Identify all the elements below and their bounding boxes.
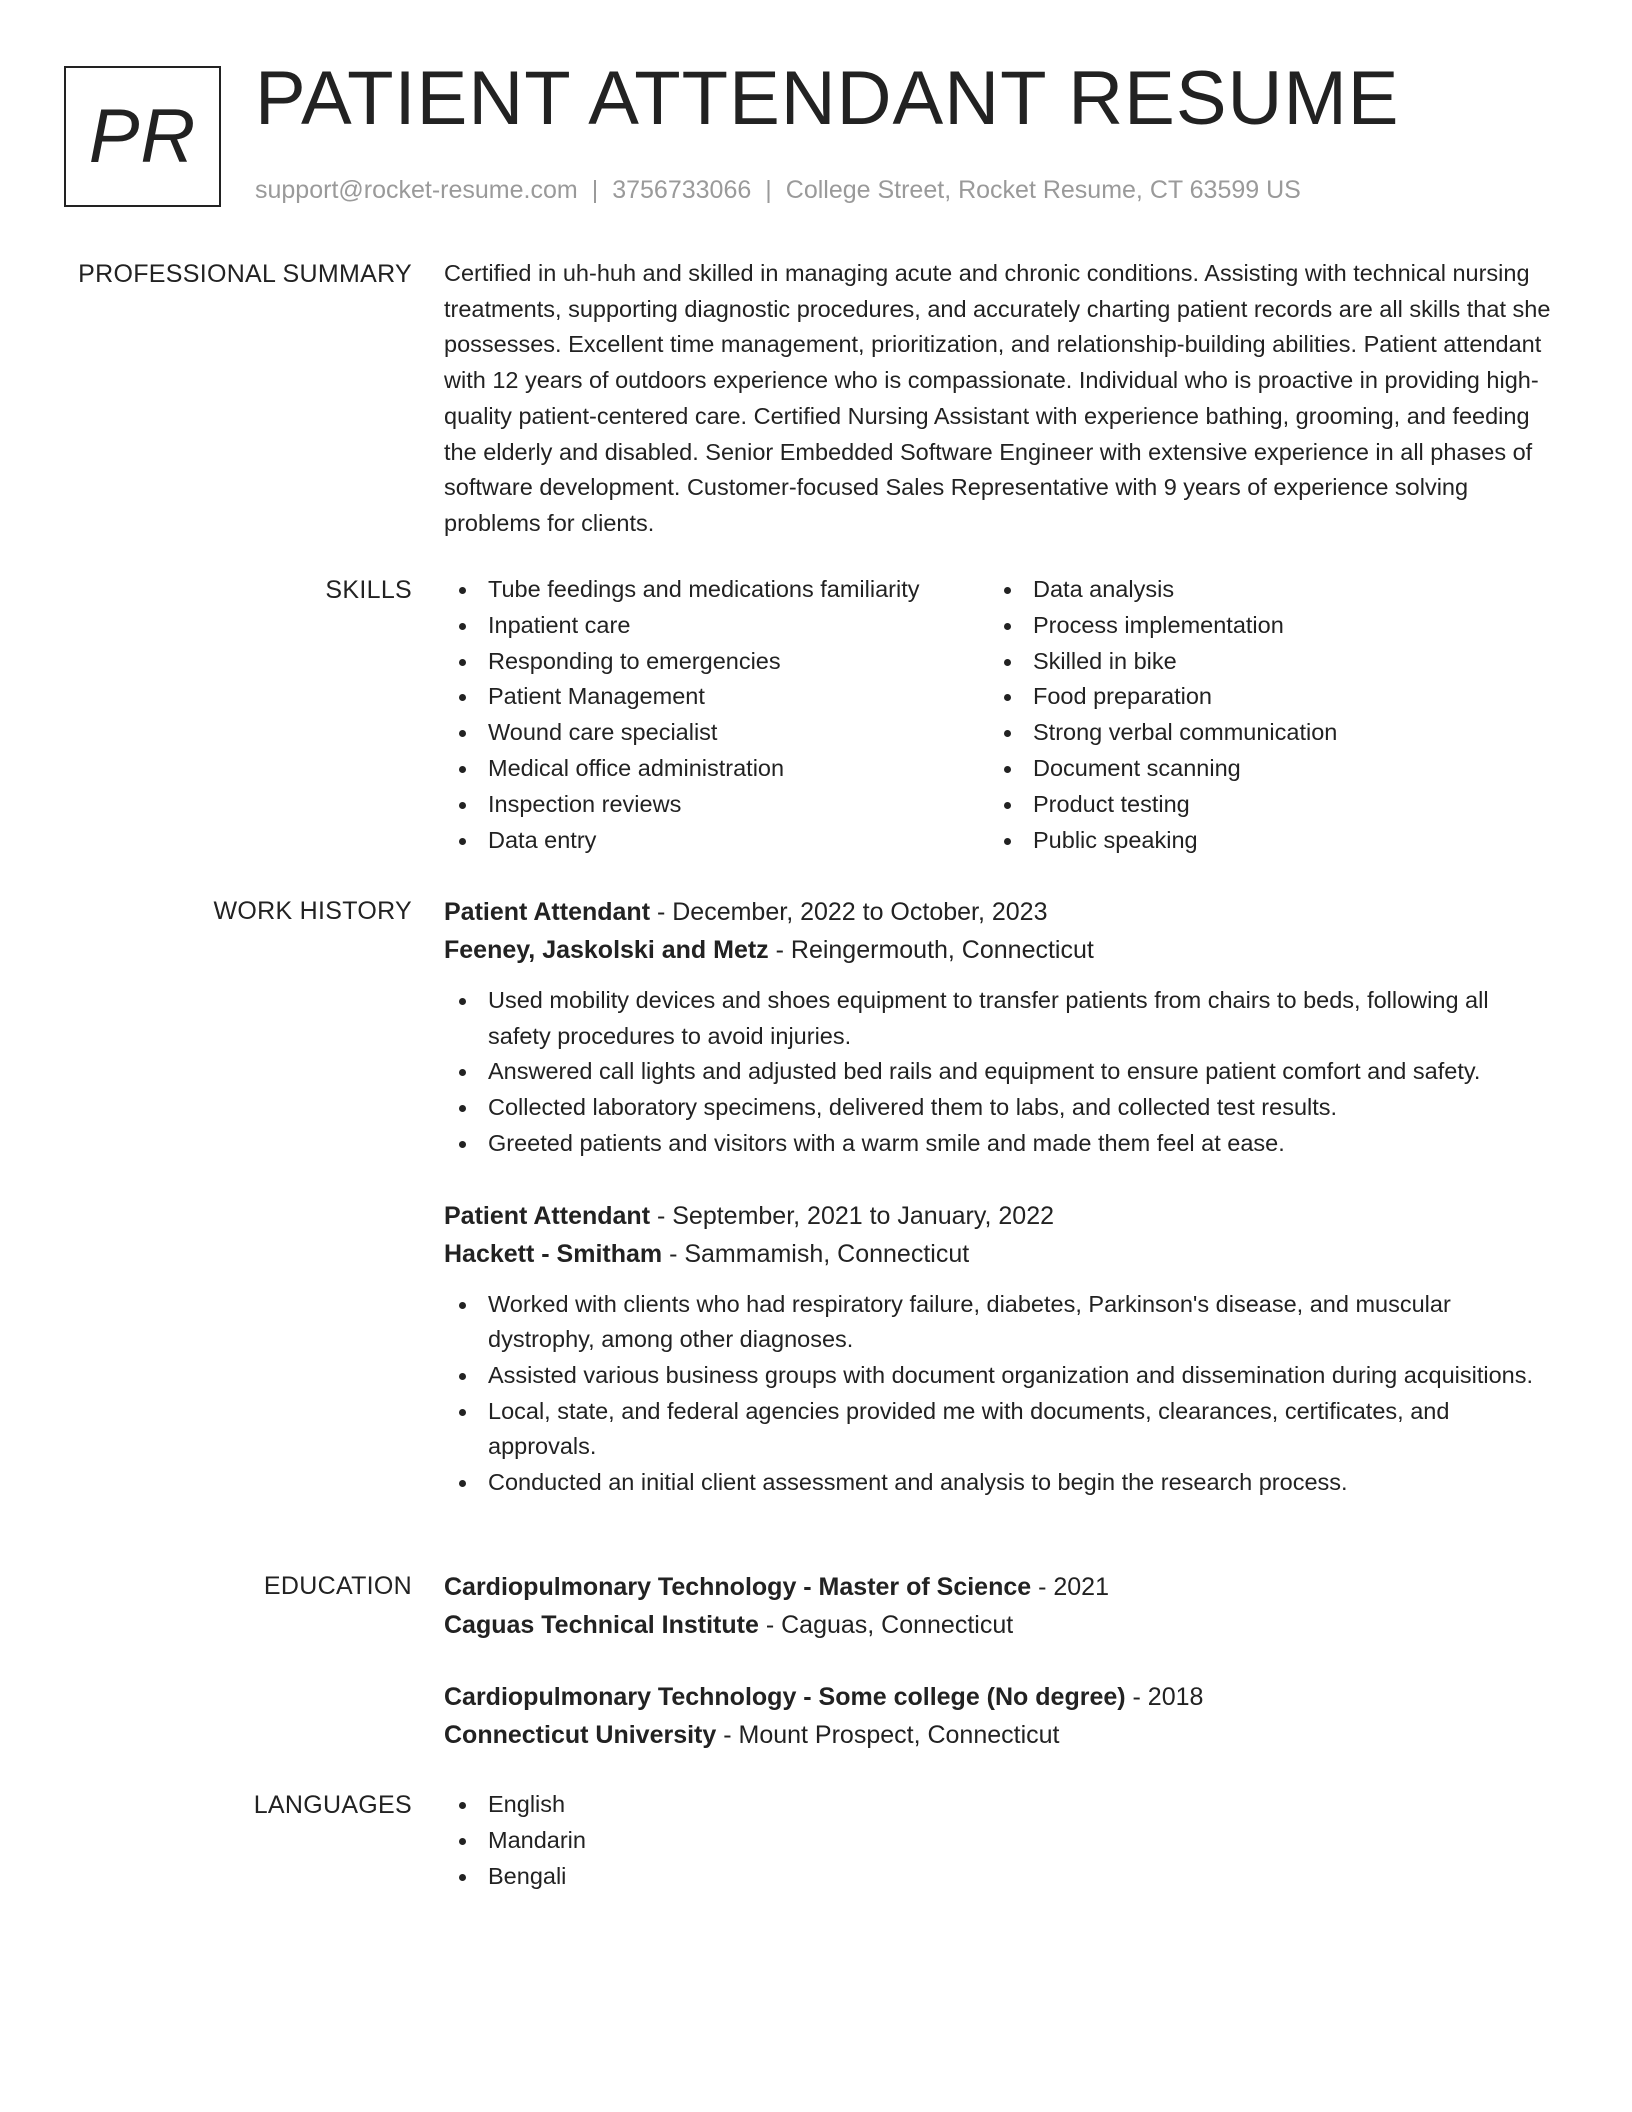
job-duty: Local, state, and federal agencies provided me with documents, clearances, certificates, and approvals.	[444, 1394, 1554, 1465]
contact-separator: |	[765, 176, 772, 204]
skill-item: Public speaking	[989, 823, 1534, 859]
skill-item: Inpatient care	[444, 608, 989, 644]
skill-item: Medical office administration	[444, 751, 989, 787]
job-location: - Reingermouth, Connecticut	[768, 936, 1094, 964]
skills-list-left	[444, 572, 989, 858]
job-dates: - September, 2021 to January, 2022	[650, 1201, 1054, 1230]
skill-item: Strong verbal communication	[989, 715, 1534, 751]
school-line	[444, 1606, 1554, 1644]
summary-body	[444, 256, 1554, 542]
resume-title: PATIENT ATTENDANT RESUME	[255, 56, 1400, 141]
skill-item: Food preparation	[989, 679, 1534, 715]
education-body	[444, 1568, 1554, 1754]
job-location: - Sammamish, Connecticut	[662, 1239, 970, 1268]
skills-list-right	[989, 572, 1534, 858]
language-item: Bengali	[444, 1859, 1554, 1895]
job-title-line	[444, 1197, 1554, 1235]
skill-item: Skilled in bike	[989, 644, 1534, 680]
contact-address: College Street, Rocket Resume, CT 63599 US	[785, 176, 1301, 204]
school-location: - Mount Prospect, Connecticut	[716, 1721, 1060, 1749]
job-company: Feeney, Jaskolski and Metz	[444, 936, 769, 964]
school-name: Caguas Technical Institute	[444, 1611, 759, 1639]
job-dates: - December, 2022 to October, 2023	[650, 898, 1048, 926]
job-duties	[444, 983, 1554, 1162]
job-employer-line	[444, 931, 1554, 969]
language-item: Mandarin	[444, 1823, 1554, 1859]
job-employer-line	[444, 1235, 1554, 1273]
degree-line	[444, 1568, 1554, 1606]
contact-email: support@rocket-resume.com	[255, 176, 578, 204]
job-duty: Collected laboratory specimens, delivered them to labs, and collected test results.	[444, 1090, 1554, 1126]
degree-line	[444, 1678, 1554, 1716]
monogram-text: PR	[88, 94, 197, 179]
summary-text: Certified in uh-huh and skilled in managing acute and chronic conditions. Assisting with technical nursing treatments, supporting diagnostic procedures, and accurately charting patient records are all skills that she possesses. Excellent time management, prioritization, and relationship-building abilities. Patient attendant with 12 years of outdoors experience who is compassionate. Individual who is proactive in providing high-quality patient-centered care. Certified Nursing Assistant with experience bathing, grooming, and feeding the elderly and disabled. Senior Embedded Software Engineer with extensive experience in all phases of software development. Customer-focused Sales Representative with 9 years of experience solving problems for clients.	[444, 260, 1551, 536]
degree-name: Cardiopulmonary Technology - Some college (No degree)	[444, 1683, 1126, 1711]
skill-item: Document scanning	[989, 751, 1534, 787]
school-name: Connecticut University	[444, 1721, 717, 1749]
skill-item: Product testing	[989, 787, 1534, 823]
job-duty: Conducted an initial client assessment and analysis to begin the research process.	[444, 1465, 1554, 1501]
education-entry	[444, 1568, 1554, 1644]
skill-item: Inspection reviews	[444, 787, 989, 823]
section-heading: PROFESSIONAL SUMMARY	[78, 260, 412, 288]
monogram-badge	[64, 66, 221, 207]
job-title: Patient Attendant	[444, 1201, 651, 1230]
skill-item: Data entry	[444, 823, 989, 859]
language-item: English	[444, 1787, 1554, 1823]
job-entry	[444, 1197, 1554, 1501]
education-entry	[444, 1678, 1554, 1754]
languages-list	[444, 1787, 1554, 1894]
school-line	[444, 1716, 1554, 1754]
skill-item: Patient Management	[444, 679, 989, 715]
job-duty: Answered call lights and adjusted bed rails and equipment to ensure patient comfort and safety.	[444, 1054, 1554, 1090]
contact-phone: 3756733066	[612, 176, 752, 204]
job-duties	[444, 1287, 1554, 1501]
job-duty: Greeted patients and visitors with a warm smile and made them feel at ease.	[444, 1126, 1554, 1162]
skill-item: Data analysis	[989, 572, 1534, 608]
job-title: Patient Attendant	[444, 898, 651, 926]
skill-item: Process implementation	[989, 608, 1534, 644]
work-history-body	[444, 893, 1554, 1501]
section-heading: WORK HISTORY	[213, 897, 412, 925]
section-heading: SKILLS	[325, 576, 412, 604]
degree-name: Cardiopulmonary Technology - Master of Science	[444, 1573, 1032, 1601]
languages-body	[444, 1787, 1554, 1894]
skill-item: Wound care specialist	[444, 715, 989, 751]
job-duty: Assisted various business groups with document organization and dissemination during acquisitions.	[444, 1358, 1554, 1394]
job-company: Hackett - Smitham	[444, 1239, 663, 1268]
job-title-line	[444, 893, 1554, 931]
job-entry	[444, 893, 1554, 1162]
contact-line	[255, 174, 1301, 206]
degree-year: - 2021	[1031, 1573, 1109, 1601]
degree-year: - 2018	[1125, 1683, 1204, 1711]
section-heading: LANGUAGES	[253, 1791, 412, 1819]
contact-separator: |	[591, 176, 599, 204]
skill-item: Tube feedings and medications familiarity	[444, 572, 989, 608]
skills-body	[444, 572, 1554, 858]
section-heading: EDUCATION	[263, 1572, 412, 1600]
skill-item: Responding to emergencies	[444, 644, 989, 680]
school-location: - Caguas, Connecticut	[758, 1611, 1014, 1639]
job-duty: Used mobility devices and shoes equipment to transfer patients from chairs to beds, following all safety procedures to avoid injuries.	[444, 983, 1554, 1054]
job-duty: Worked with clients who had respiratory failure, diabetes, Parkinson's disease, and muscular dystrophy, among other diagnoses.	[444, 1287, 1554, 1358]
